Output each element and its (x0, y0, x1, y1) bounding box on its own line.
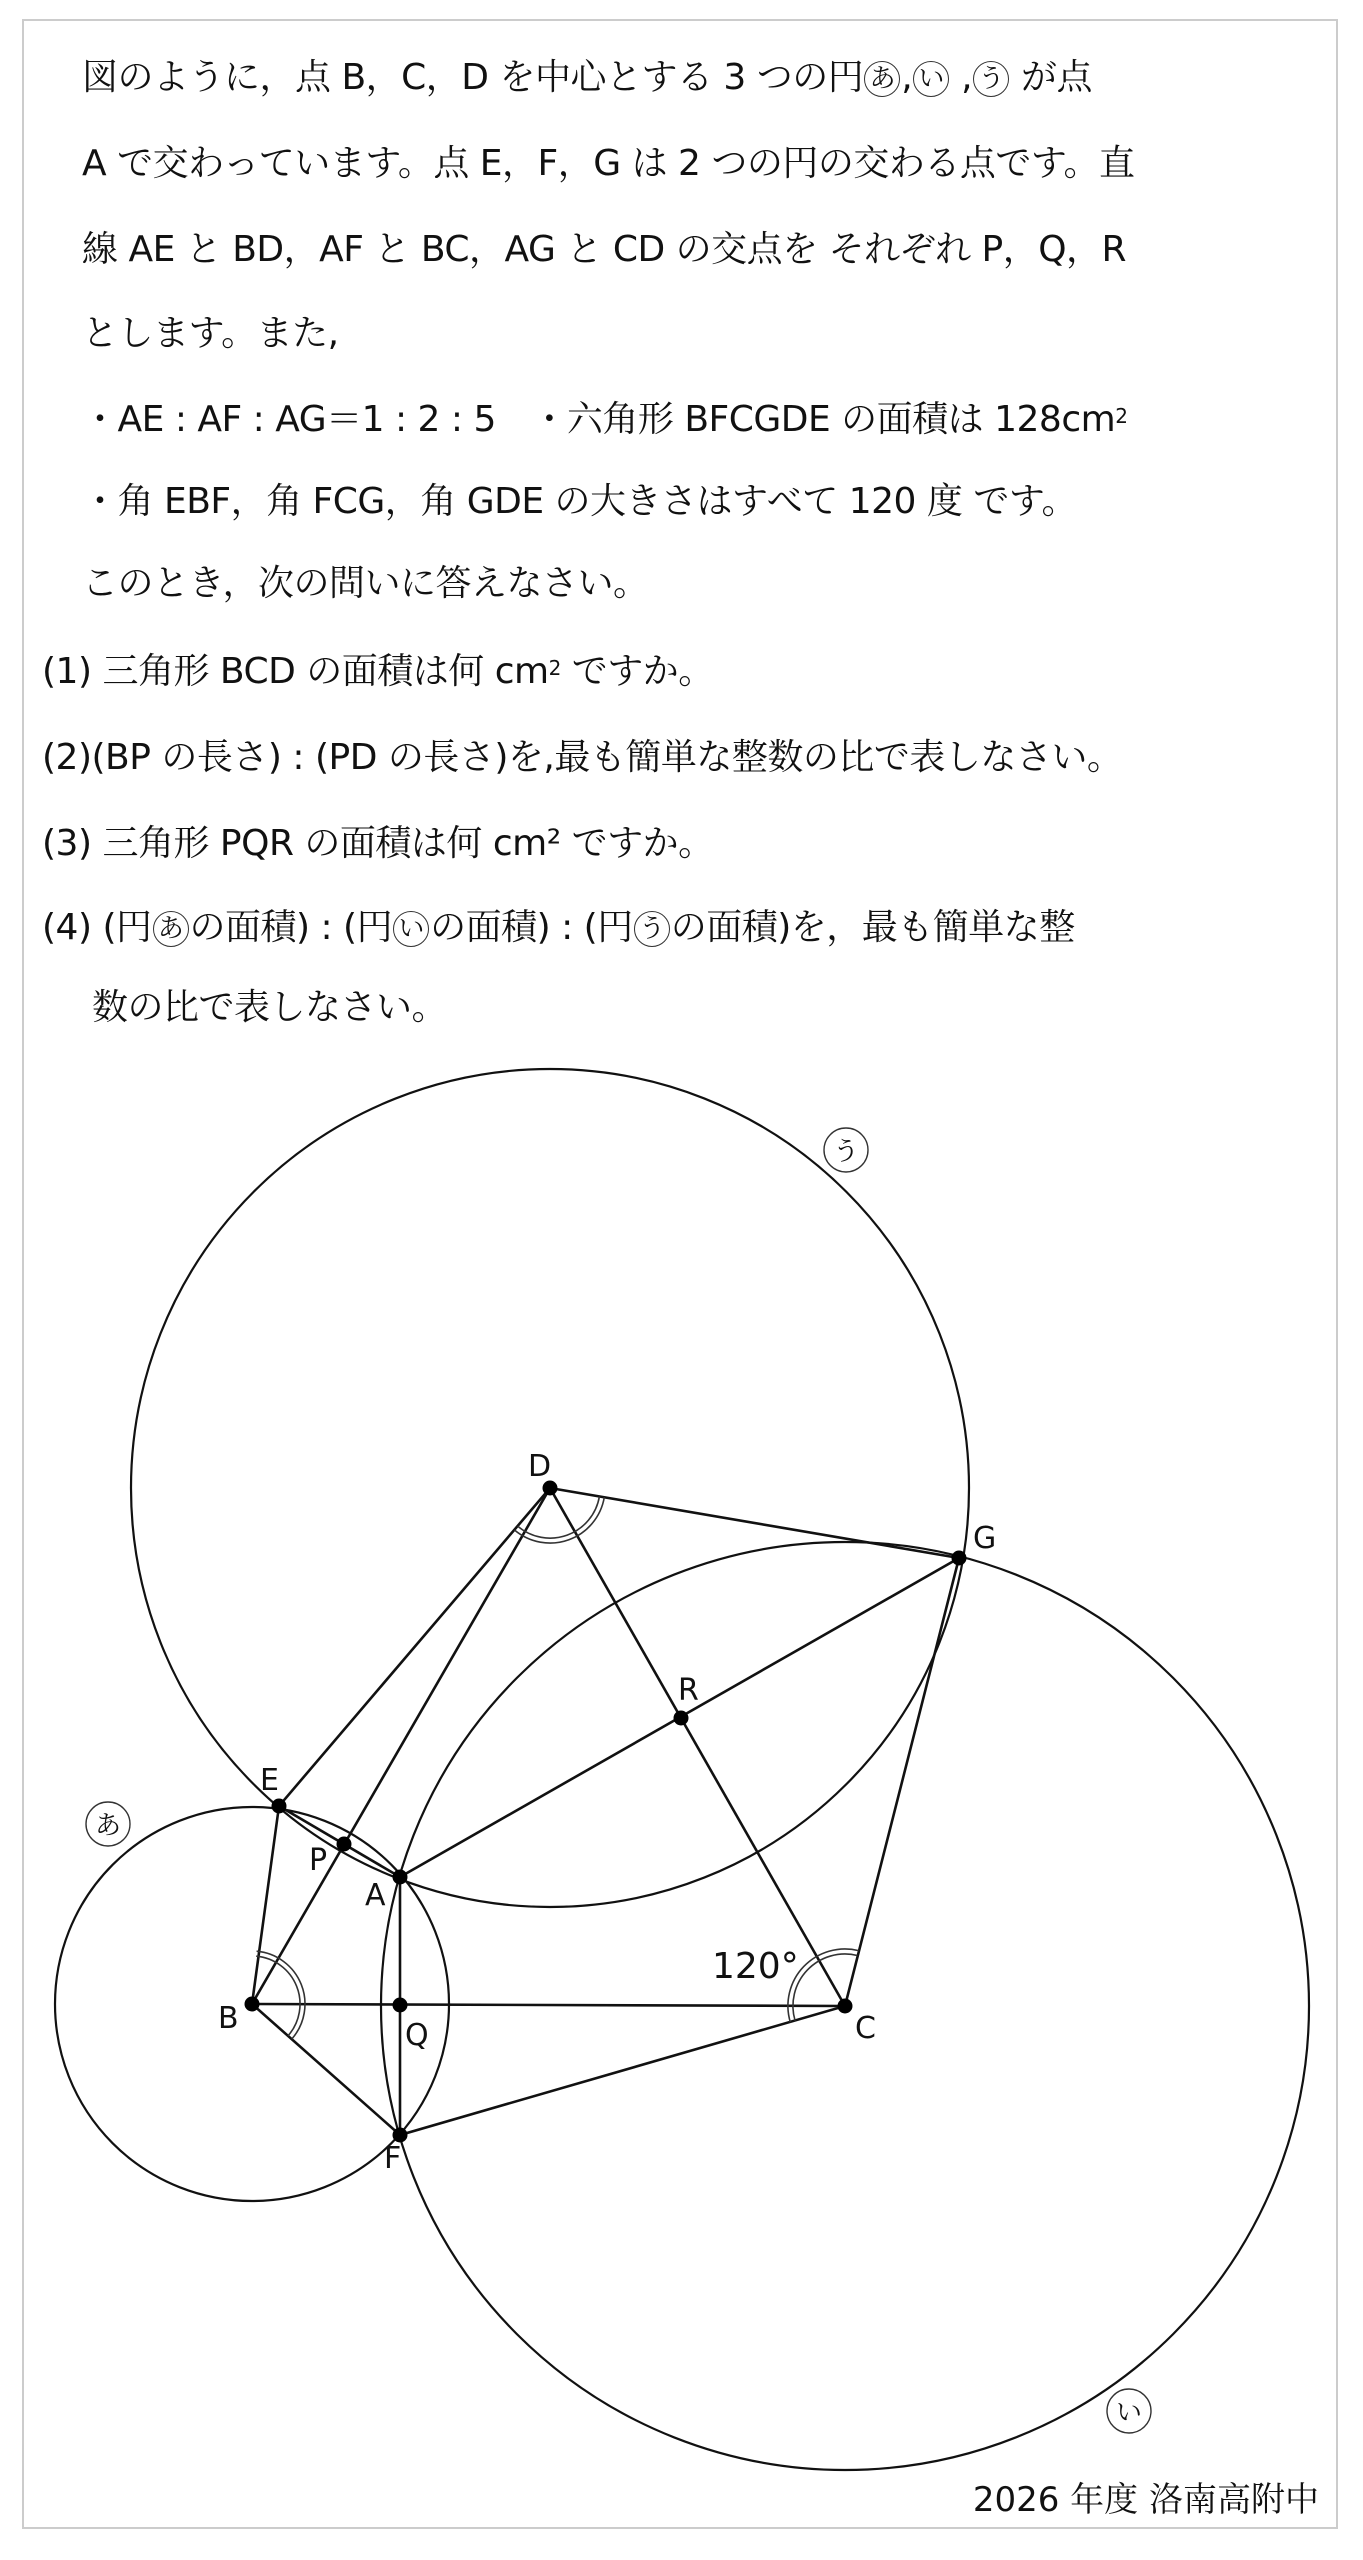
circle-label-i: い (393, 911, 429, 947)
question-text: ですか。 (560, 651, 714, 692)
point-e (272, 1799, 287, 1814)
intro-text: が点 (1010, 57, 1093, 98)
question-4-continued: 数の比で表しなさい。 (92, 987, 448, 1028)
label-b: B (218, 2001, 239, 2036)
label-d: D (528, 1449, 552, 1484)
question-number: (1) (42, 651, 92, 692)
condition-text: ・AE : AF : AG＝1 : 2 : 5 ・六角形 BFCGDE の面積は 128cm (82, 399, 1116, 440)
question-number: (2) (42, 737, 92, 778)
comma: , (901, 57, 913, 98)
question-text: (円 (102, 907, 152, 948)
question-text: の面積) : (円 (430, 907, 633, 948)
question-text: 三角形 PQR の面積は何 cm² ですか。 (102, 823, 714, 864)
intro-line-4: とします。また, (82, 313, 339, 354)
circle-label-a: あ (864, 61, 900, 97)
label-c: C (855, 2011, 876, 2046)
intro-line-3: 線 AE と BD，AF と BC，AG と CD の交点を それぞれ P，Q，R (82, 229, 1127, 270)
label-e: E (260, 1763, 279, 1798)
label-p: P (309, 1843, 328, 1878)
circle-name-u-text: う (832, 1137, 860, 1167)
point-b (245, 1997, 260, 2012)
circle-name-u (824, 1128, 868, 1172)
superscript: 2 (1115, 404, 1128, 428)
label-a: A (365, 1878, 386, 1913)
circle-label-i: い (913, 61, 949, 97)
label-f: F (384, 2141, 402, 2176)
angle-label-120: 120° (712, 1946, 799, 1987)
circle-name-a (86, 1802, 130, 1846)
segment-bc (252, 2004, 845, 2006)
label-r: R (678, 1673, 699, 1708)
question-number: (4) (42, 907, 92, 948)
label-g: G (973, 1521, 997, 1556)
intro-text: 図のように，点 B，C，D を中心とする 3 つの円 (82, 57, 864, 98)
comma: , (950, 57, 973, 98)
circle-label-u: う (973, 61, 1009, 97)
point-a (393, 1870, 408, 1885)
question-text: の面積) : (円 (189, 907, 393, 948)
label-q: Q (405, 2018, 429, 2053)
circle-name-i (1107, 2389, 1151, 2433)
footer-school-year: 2026 年度 洛南高附中 (972, 2480, 1319, 2520)
point-c (838, 1999, 853, 2014)
circle-label-a: あ (153, 911, 189, 947)
circle-name-a-text: あ (94, 1811, 122, 1841)
circle-name-i-text: い (1115, 2398, 1143, 2428)
superscript: 2 (548, 656, 561, 680)
condition-2: ・角 EBF，角 FCG，角 GDE の大きさはすべて 120 度 です。 (82, 481, 1077, 522)
point-p (337, 1837, 352, 1852)
question-text: 三角形 BCD の面積は何 cm (102, 651, 549, 692)
instruction: このとき，次の問いに答えなさい。 (82, 563, 649, 604)
circle-label-u: う (634, 911, 670, 947)
point-q (393, 1998, 408, 2013)
question-number: (3) (42, 823, 92, 864)
point-g (952, 1551, 967, 1566)
question-text: の面積)を，最も簡単な整 (670, 907, 1075, 948)
angle-mark-b-outer (257, 1951, 305, 2039)
angle-mark-b-inner (256, 1956, 300, 2036)
point-r (674, 1711, 689, 1726)
intro-line-2: A で交わっています。点 E，F，G は 2 つの円の交わる点です。直 (82, 143, 1135, 184)
question-text: (BP の長さ) : (PD の長さ)を,最も簡単な整数の比で表しなさい。 (91, 737, 1123, 778)
